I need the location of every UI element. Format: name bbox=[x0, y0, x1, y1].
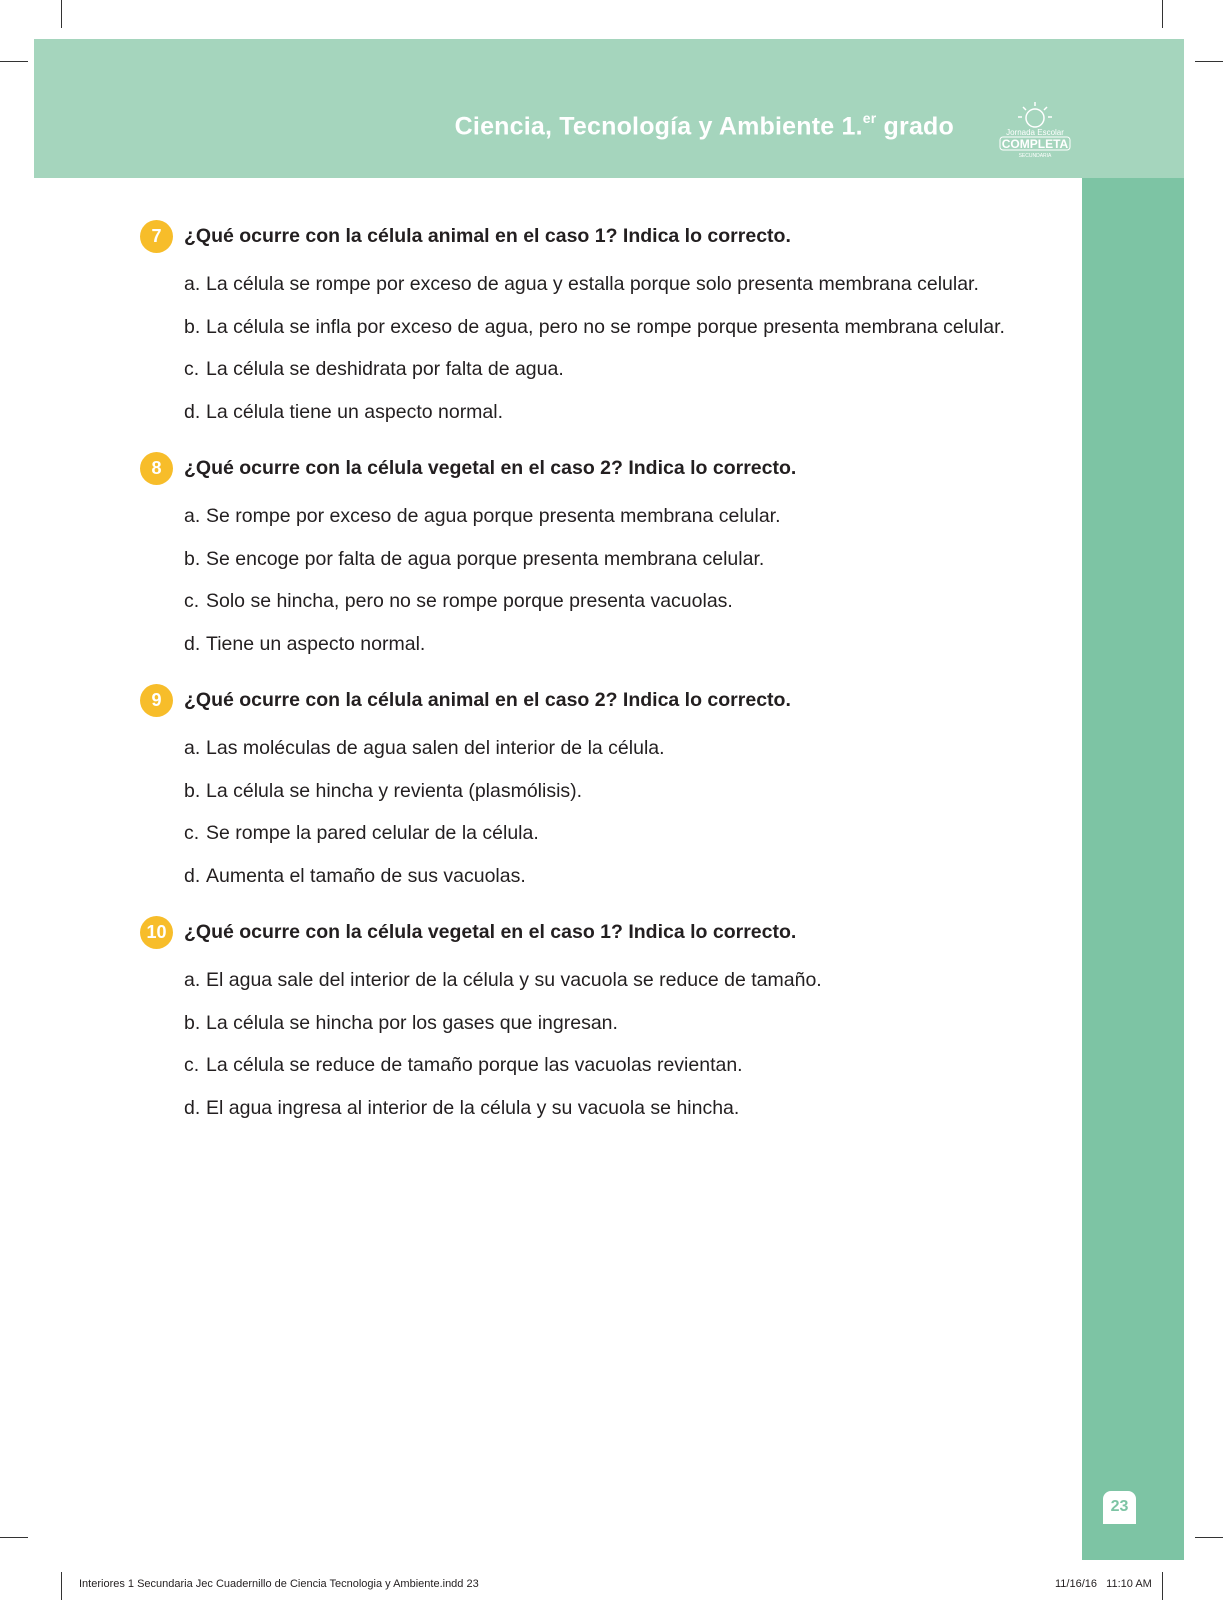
question-10 bbox=[140, 916, 822, 1136]
crop-mark bbox=[1162, 0, 1163, 28]
crop-mark bbox=[0, 1537, 28, 1538]
question-text: ¿Qué ocurre con la célula vegetal en el caso 2? Indica lo correcto. bbox=[184, 457, 797, 479]
option-b: b. La célula se hincha por los gases que ingresan. bbox=[184, 1011, 618, 1034]
side-bar bbox=[1082, 178, 1184, 1560]
svg-text:SECUNDARIA: SECUNDARIA bbox=[1018, 153, 1052, 159]
page-number: 23 bbox=[1103, 1491, 1136, 1524]
option-a: a. Se rompe por exceso de agua porque presenta membrana celular. bbox=[184, 505, 781, 527]
question-number-badge: 10 bbox=[140, 916, 173, 949]
question-number-badge: 8 bbox=[140, 452, 173, 485]
option-c: c. La célula se deshidrata por falta de agua. bbox=[184, 358, 564, 380]
crop-mark bbox=[61, 1572, 62, 1600]
option-b: b. La célula se hincha y revienta (plasmólisis). bbox=[184, 779, 583, 802]
option-d: d. La célula tiene un aspecto normal. bbox=[184, 400, 504, 423]
crop-mark bbox=[0, 61, 28, 62]
jornada-completa-logo bbox=[994, 100, 1076, 160]
question-number-badge: 9 bbox=[140, 684, 173, 717]
question-number-badge: 7 bbox=[140, 220, 173, 253]
page-title: Ciencia, Tecnología y Ambiente 1.$^{er}$ grado bbox=[454, 110, 954, 141]
footer-file-name: Interiores 1 Secundaria Jec Cuadernillo de Ciencia Tecnologia y Ambiente.indd 23 bbox=[79, 1578, 479, 1590]
option-c: c. La célula se reduce de tamaño porque las vacuolas revientan. bbox=[184, 1054, 743, 1076]
option-d: d. El agua ingresa al interior de la célula y su vacuola se hincha. bbox=[184, 1096, 740, 1119]
option-b: b. Se encoge por falta de agua porque presenta membrana celular. bbox=[184, 547, 765, 570]
option-d: d. Aumenta el tamaño de sus vacuolas. bbox=[184, 864, 526, 887]
question-text: ¿Qué ocurre con la célula animal en el caso 2? Indica lo correcto. bbox=[184, 689, 791, 711]
footer-timestamp: 11/16/16 11:10 AM bbox=[1055, 1578, 1152, 1590]
question-8 bbox=[140, 452, 796, 672]
question-text: ¿Qué ocurre con la célula animal en el caso 1? Indica lo correcto. bbox=[184, 225, 791, 247]
option-a: a. El agua sale del interior de la célula y su vacuola se reduce de tamaño. bbox=[184, 969, 822, 991]
option-d: d. Tiene un aspecto normal. bbox=[184, 632, 426, 655]
svg-text:Jornada Escolar: Jornada Escolar bbox=[1006, 128, 1064, 137]
option-a: a. La célula se rompe por exceso de agua y estalla porque solo presenta membrana celular. bbox=[184, 273, 979, 295]
option-c: c. Se rompe la pared celular de la célula. bbox=[184, 822, 539, 844]
crop-mark bbox=[1162, 1572, 1163, 1600]
option-c: c. Solo se hincha, pero no se rompe porque presenta vacuolas. bbox=[184, 590, 733, 612]
svg-text:COMPLETA: COMPLETA bbox=[1001, 137, 1069, 151]
crop-mark bbox=[1195, 1537, 1223, 1538]
crop-mark bbox=[1195, 61, 1223, 62]
question-7 bbox=[140, 220, 1005, 440]
question-text: ¿Qué ocurre con la célula vegetal en el caso 1? Indica lo correcto. bbox=[184, 921, 797, 943]
option-a: a. Las moléculas de agua salen del interior de la célula. bbox=[184, 737, 665, 759]
question-9 bbox=[140, 684, 791, 904]
option-b: b. La célula se infla por exceso de agua, pero no se rompe porque presenta membrana celular. bbox=[184, 315, 1005, 338]
crop-mark bbox=[61, 0, 62, 28]
